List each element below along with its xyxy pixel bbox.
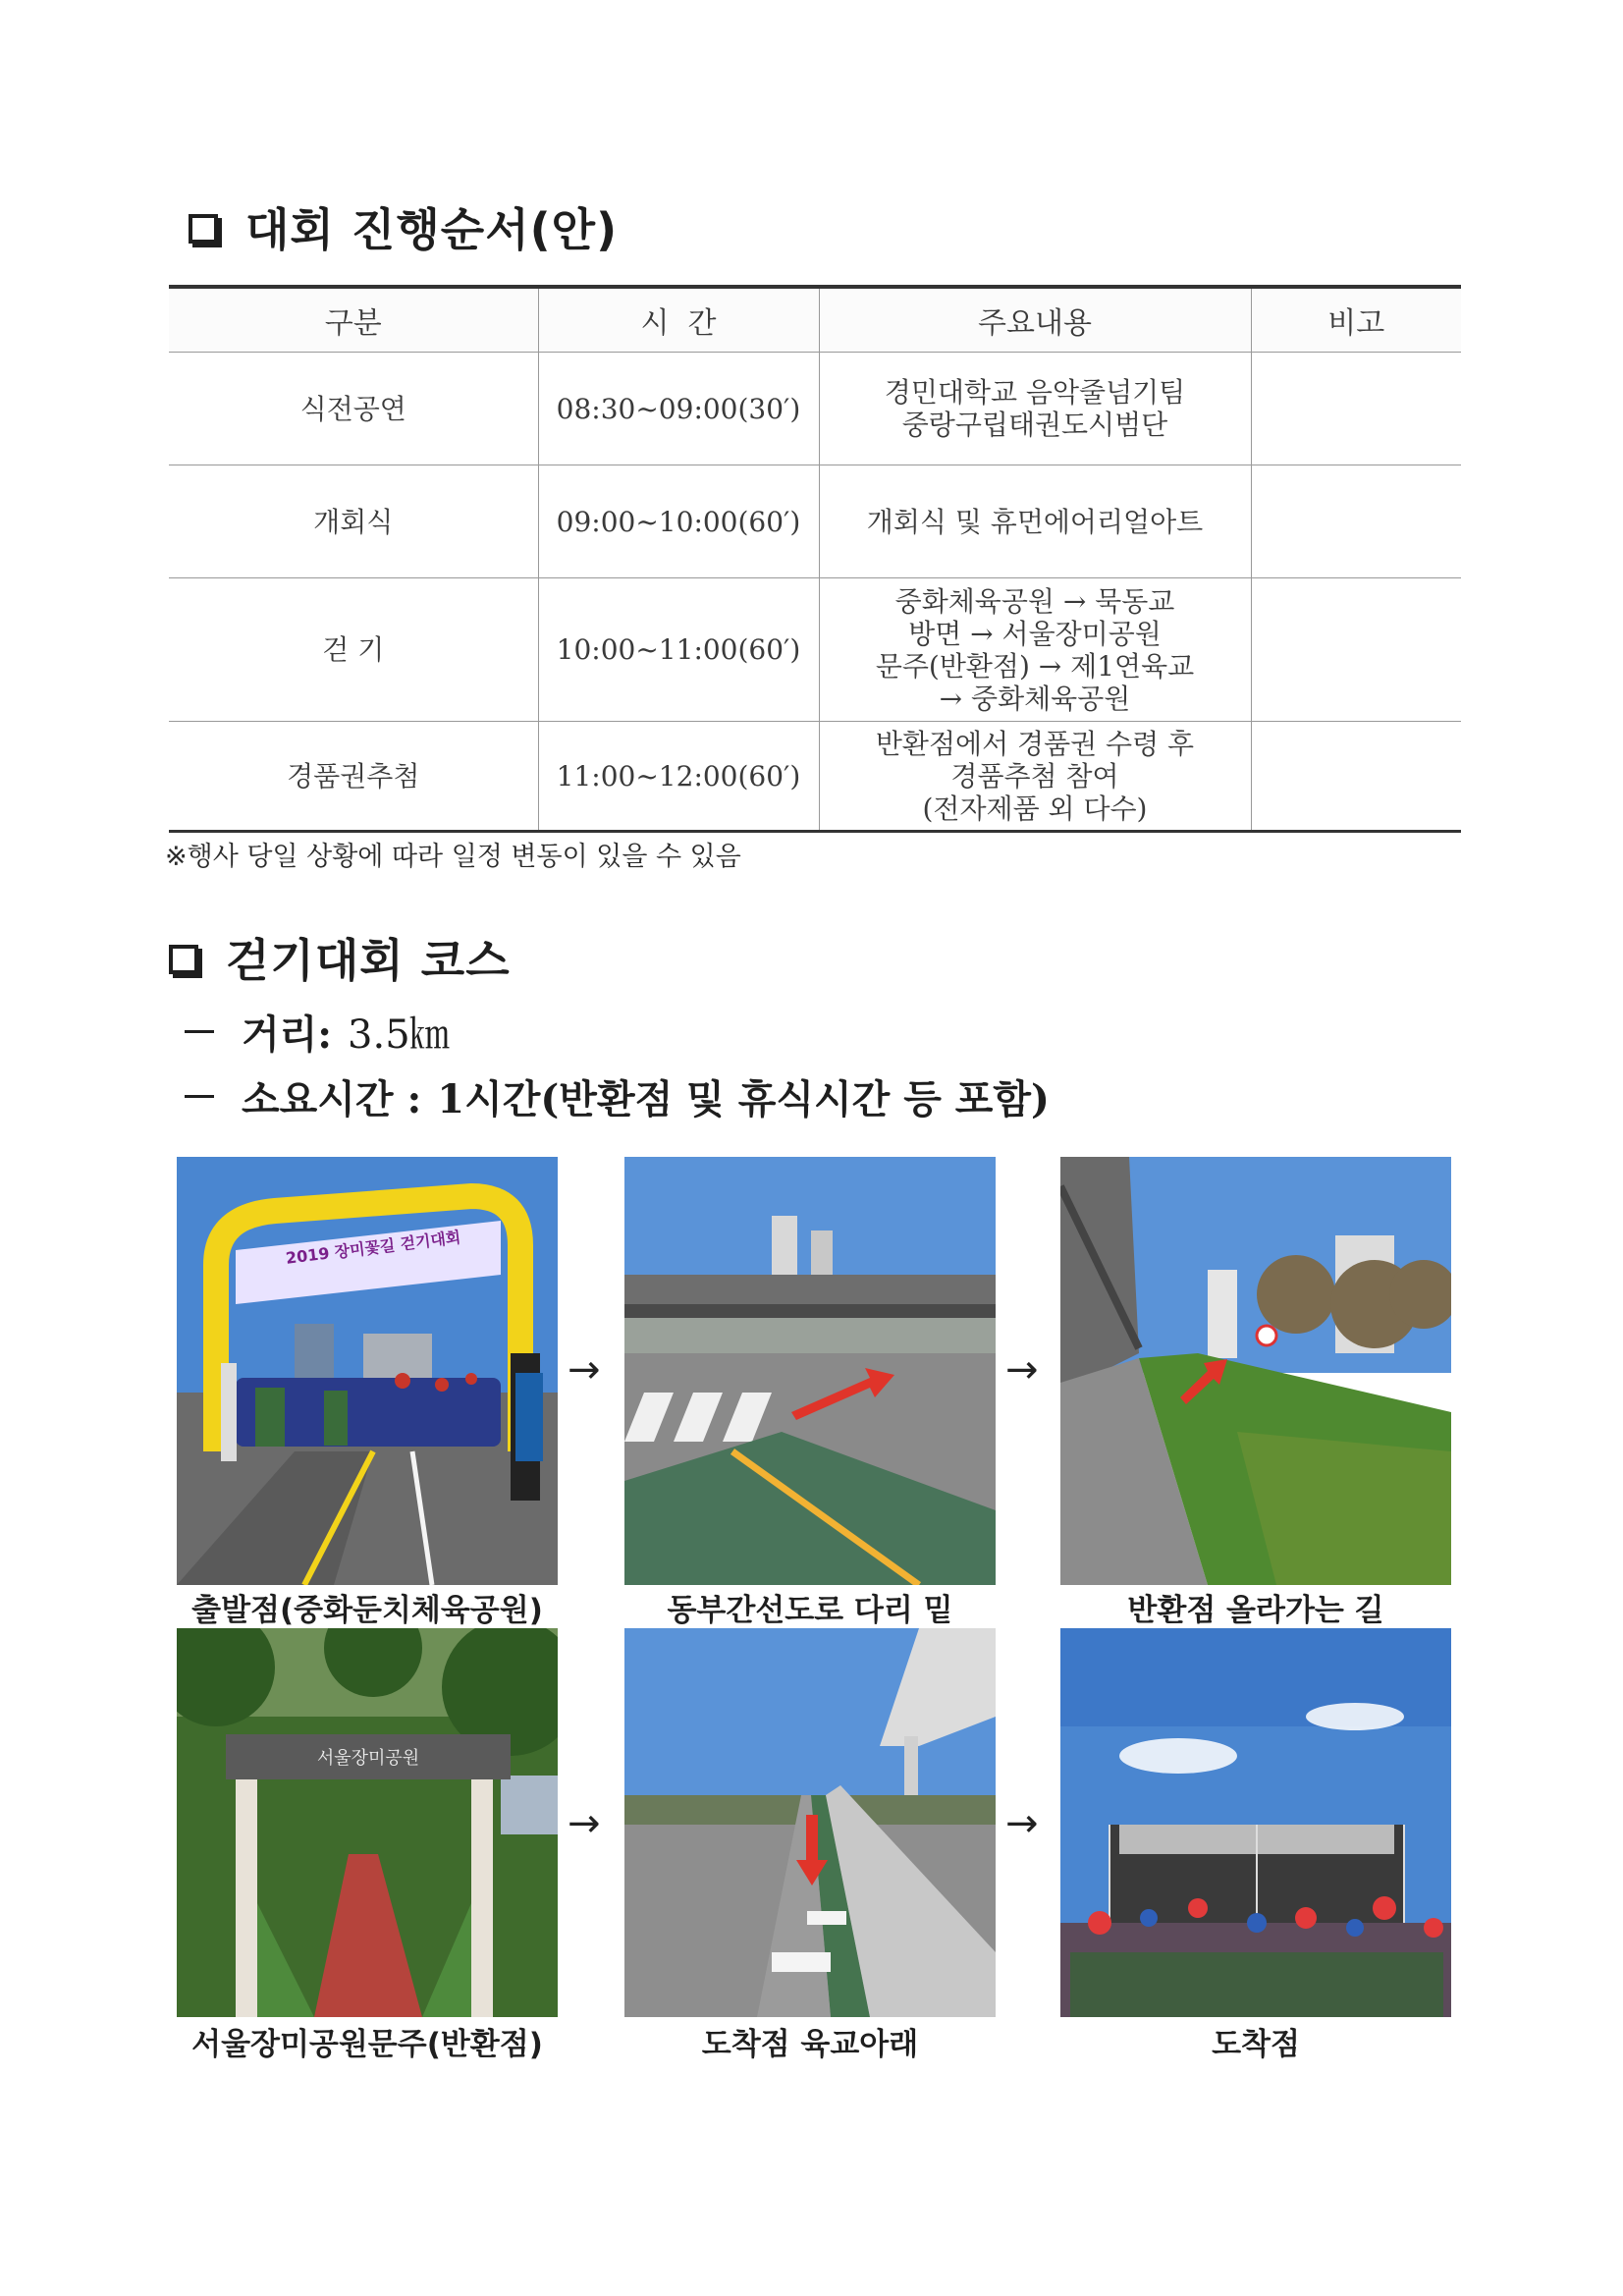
- park-sign-text: 서울장미공원: [316, 1748, 420, 1769]
- row-time: 08:30~09:00(30′): [538, 353, 819, 465]
- row-content: [819, 353, 1251, 465]
- arrow-right-icon: →: [568, 1801, 601, 1846]
- content-line: 경품추첨 참여: [950, 759, 1119, 793]
- section-title-text: 대회 진행순서(안): [245, 203, 619, 256]
- table-header-row: [169, 287, 1461, 353]
- photo-image: [177, 1157, 558, 1585]
- arrow-right-icon: →: [1005, 1347, 1039, 1393]
- caption-arrival-stage: 도착점: [1212, 2027, 1300, 2062]
- content-line: (전자제품 외 다수): [922, 792, 1148, 825]
- content-line: 문주(반환점) → 제1연육교: [875, 649, 1195, 683]
- row-note: [1251, 722, 1461, 832]
- header-category: 구분: [169, 287, 538, 353]
- content-line: 경민대학교 음악줄넘기팀: [884, 376, 1186, 409]
- detail-distance: [185, 1004, 450, 1060]
- row-content: [819, 722, 1251, 832]
- photo-image: [177, 1628, 558, 2017]
- photo-rose-park-gate: [177, 1628, 558, 2017]
- row-category: 경품권추첨: [169, 722, 538, 832]
- row-note: [1251, 353, 1461, 465]
- dash-icon: [185, 1030, 214, 1033]
- row-time: 11:00~12:00(60′): [538, 722, 819, 832]
- caption-turnaround-path: 반환점 올라가는 길: [1127, 1593, 1384, 1628]
- content-line: 방면 → 서울장미공원: [908, 617, 1162, 650]
- header-content: 주요내용: [819, 287, 1251, 353]
- section-title-course: [169, 925, 511, 990]
- caption-under-bridge: 동부간선도로 다리 밑: [667, 1593, 953, 1628]
- table-row: [169, 353, 1461, 465]
- content-line: 반환점에서 경품권 수령 후: [875, 727, 1195, 760]
- content-line: 개회식 및 휴먼에어리얼아트: [866, 505, 1204, 538]
- arrow-right-icon: →: [1005, 1801, 1039, 1846]
- photo-turnaround-path: [1060, 1157, 1451, 1585]
- row-content: [819, 465, 1251, 578]
- caption-arrival-overpass: 도착점 육교아래: [701, 2027, 919, 2062]
- caption-start-point: 출발점(중화둔치체육공원): [191, 1593, 543, 1628]
- row-note: [1251, 465, 1461, 578]
- dash-icon: [185, 1095, 214, 1098]
- schedule-footnote: ※행사 당일 상황에 따라 일정 변동이 있을 수 있음: [165, 842, 741, 872]
- table-row: [169, 578, 1461, 722]
- row-category: 개회식: [169, 465, 538, 578]
- detail-label: 소요시간 :: [242, 1076, 422, 1122]
- content-line: 중랑구립태권도시범단: [901, 409, 1168, 441]
- caption-rose-park-gate: 서울장미공원문주(반환점): [191, 2027, 543, 2062]
- detail-value: 1시간(반환점 및 휴식시간 등 포함): [437, 1076, 1050, 1122]
- photo-start-point: [177, 1157, 558, 1585]
- header-note: 비고: [1251, 287, 1461, 353]
- arrow-right-icon: →: [568, 1347, 601, 1393]
- header-time: 시 간: [538, 287, 819, 353]
- detail-duration: [185, 1068, 1050, 1124]
- checkbox-icon: [169, 945, 198, 974]
- photo-image: [1060, 1157, 1451, 1585]
- photo-arrival-overpass: [624, 1628, 996, 2017]
- row-category: 식전공연: [169, 353, 538, 465]
- detail-label: 거리:: [242, 1011, 333, 1058]
- content-line: 중화체육공원 → 묵동교: [894, 584, 1175, 618]
- section-title-schedule: [189, 194, 618, 259]
- row-category: 걷 기: [169, 578, 538, 722]
- table-row: [169, 465, 1461, 578]
- detail-value: 3.5㎞: [348, 1012, 450, 1058]
- section-title-text: 걷기대회 코스: [226, 934, 511, 987]
- content-line: → 중화체육공원: [939, 682, 1131, 715]
- photo-image: [1060, 1628, 1451, 2017]
- row-note: [1251, 578, 1461, 722]
- photo-arrival-stage: [1060, 1628, 1451, 2017]
- checkbox-icon: [189, 214, 218, 244]
- photo-under-bridge: [624, 1157, 996, 1585]
- arch-banner-text: 2019 장미꽃길 걷기대회: [284, 1228, 462, 1268]
- table-row: [169, 722, 1461, 832]
- photo-image: [624, 1157, 996, 1585]
- photo-image: [624, 1628, 996, 2017]
- schedule-table: [169, 285, 1461, 833]
- row-time: 09:00~10:00(60′): [538, 465, 819, 578]
- row-content: [819, 578, 1251, 722]
- row-time: 10:00~11:00(60′): [538, 578, 819, 722]
